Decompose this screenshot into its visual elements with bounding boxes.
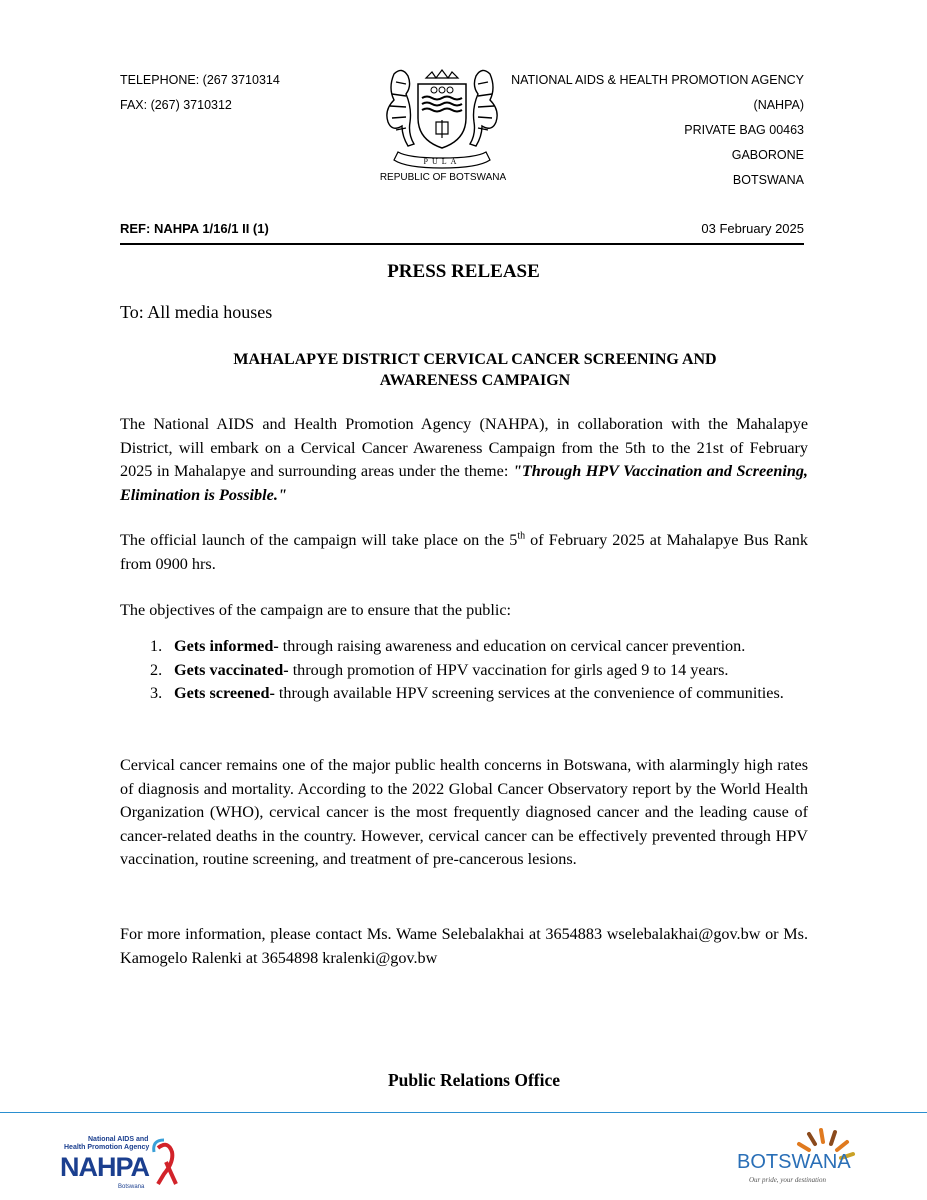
agency-address — [511, 68, 804, 193]
svg-text:Health Promotion Agency: Health Promotion Agency — [64, 1144, 150, 1151]
list-item — [120, 659, 808, 683]
svg-text:PULA: PULA — [423, 157, 461, 166]
fax: FAX: (267) 3710312 — [120, 98, 232, 112]
item-number: 3. — [150, 684, 163, 702]
ordinal-suffix: th — [517, 530, 526, 542]
item-text: through available HPV screening services at the convenience of communities. — [274, 684, 784, 702]
item-text: through raising awareness and education on cervical cancer prevention. — [278, 637, 746, 655]
objectives-list — [120, 635, 808, 706]
item-text: through promotion of HPV vaccination for girls aged 9 to 14 years. — [288, 660, 729, 679]
agency-line: (NAHPA) — [753, 98, 804, 112]
svg-text:NAHPA: NAHPA — [60, 1152, 149, 1182]
intro-paragraph — [120, 413, 808, 507]
document-date: 03 February 2025 — [701, 221, 804, 236]
launch-text: The official launch of the campaign will take place on the 5 — [120, 531, 518, 549]
item-title: Gets vaccinated- — [174, 660, 289, 679]
svg-text:National AIDS and: National AIDS and — [88, 1136, 149, 1143]
agency-line: GABORONE — [731, 148, 804, 162]
item-number: 1. — [150, 637, 163, 655]
objectives-intro: The objectives of the campaign are to ensure that the public: — [120, 601, 512, 619]
republic-caption: REPUBLIC OF BOTSWANA — [379, 172, 507, 183]
contact-paragraph: For more information, please contact Ms. Wame Selebalakhai at 3654883 wselebalakhai@gov.bw or Ms. Kamogelo Ralenki at 3654898 kralenki@gov.bw — [120, 925, 808, 967]
document-title: PRESS RELEASE — [387, 261, 540, 282]
svg-text:Our pride, your destination: Our pride, your destination — [749, 1176, 826, 1184]
reference-number: REF: NAHPA 1/16/1 II (1) — [120, 221, 269, 236]
coat-of-arms-icon — [372, 62, 512, 172]
reference-row — [120, 221, 804, 245]
agency-line: NATIONAL AIDS & HEALTH PROMOTION AGENCY — [511, 73, 804, 87]
list-item — [120, 635, 808, 659]
item-title: Gets screened- — [174, 684, 275, 702]
item-number: 2. — [150, 660, 163, 679]
campaign-theme: "Through HPV Vaccination and Screening, Elimination is Possible." — [120, 462, 808, 504]
contact-block — [120, 68, 280, 118]
svg-text:Botswana: Botswana — [118, 1184, 145, 1190]
list-item — [120, 682, 808, 706]
telephone: TELEPHONE: (267 3710314 — [120, 73, 280, 87]
launch-text-end: of February 2025 at Mahalapye Bus Rank from 0900 hrs. — [120, 531, 808, 573]
intro-text: The National AIDS and Health Promotion Agency (NAHPA), in collaboration with the Mahalapye District, will embark on a Cervical Cancer Awareness Campaign from the 5th to the 21st of February 2025 in Mahalapye and surrounding areas under the theme: — [120, 415, 808, 480]
agency-line: BOTSWANA — [732, 173, 804, 187]
botswana-brand-logo-icon — [735, 1122, 870, 1192]
launch-paragraph — [120, 529, 808, 576]
context-paragraph: Cervical cancer remains one of the major public health concerns in Botswana, with alarmingly high rates of diagnosis and mortality. According to the 2022 Global Cancer Observatory report by the World Health Organization (WHO), cervical cancer is the most frequently diagnosed cancer and the leading cause of cancer-related deaths in the country. However, cervical cancer can be effectively prevented through HPV vaccination, routine screening, and treatment of pre-cancerous lesions. — [120, 756, 808, 868]
recipient-line: To: All media houses — [120, 302, 273, 322]
agency-line: PRIVATE BAG 00463 — [684, 123, 804, 137]
item-title: Gets informed- — [174, 637, 279, 655]
footer-divider — [0, 1112, 927, 1113]
heading-line: AWARENESS CAMPAIGN — [379, 372, 571, 389]
nahpa-logo-icon — [58, 1132, 188, 1192]
signature: Public Relations Office — [387, 1070, 561, 1090]
svg-text:BOTSWANA: BOTSWANA — [737, 1151, 851, 1173]
heading-line: MAHALAPYE DISTRICT CERVICAL CANCER SCREENING AND — [233, 351, 717, 368]
campaign-heading — [140, 349, 810, 391]
